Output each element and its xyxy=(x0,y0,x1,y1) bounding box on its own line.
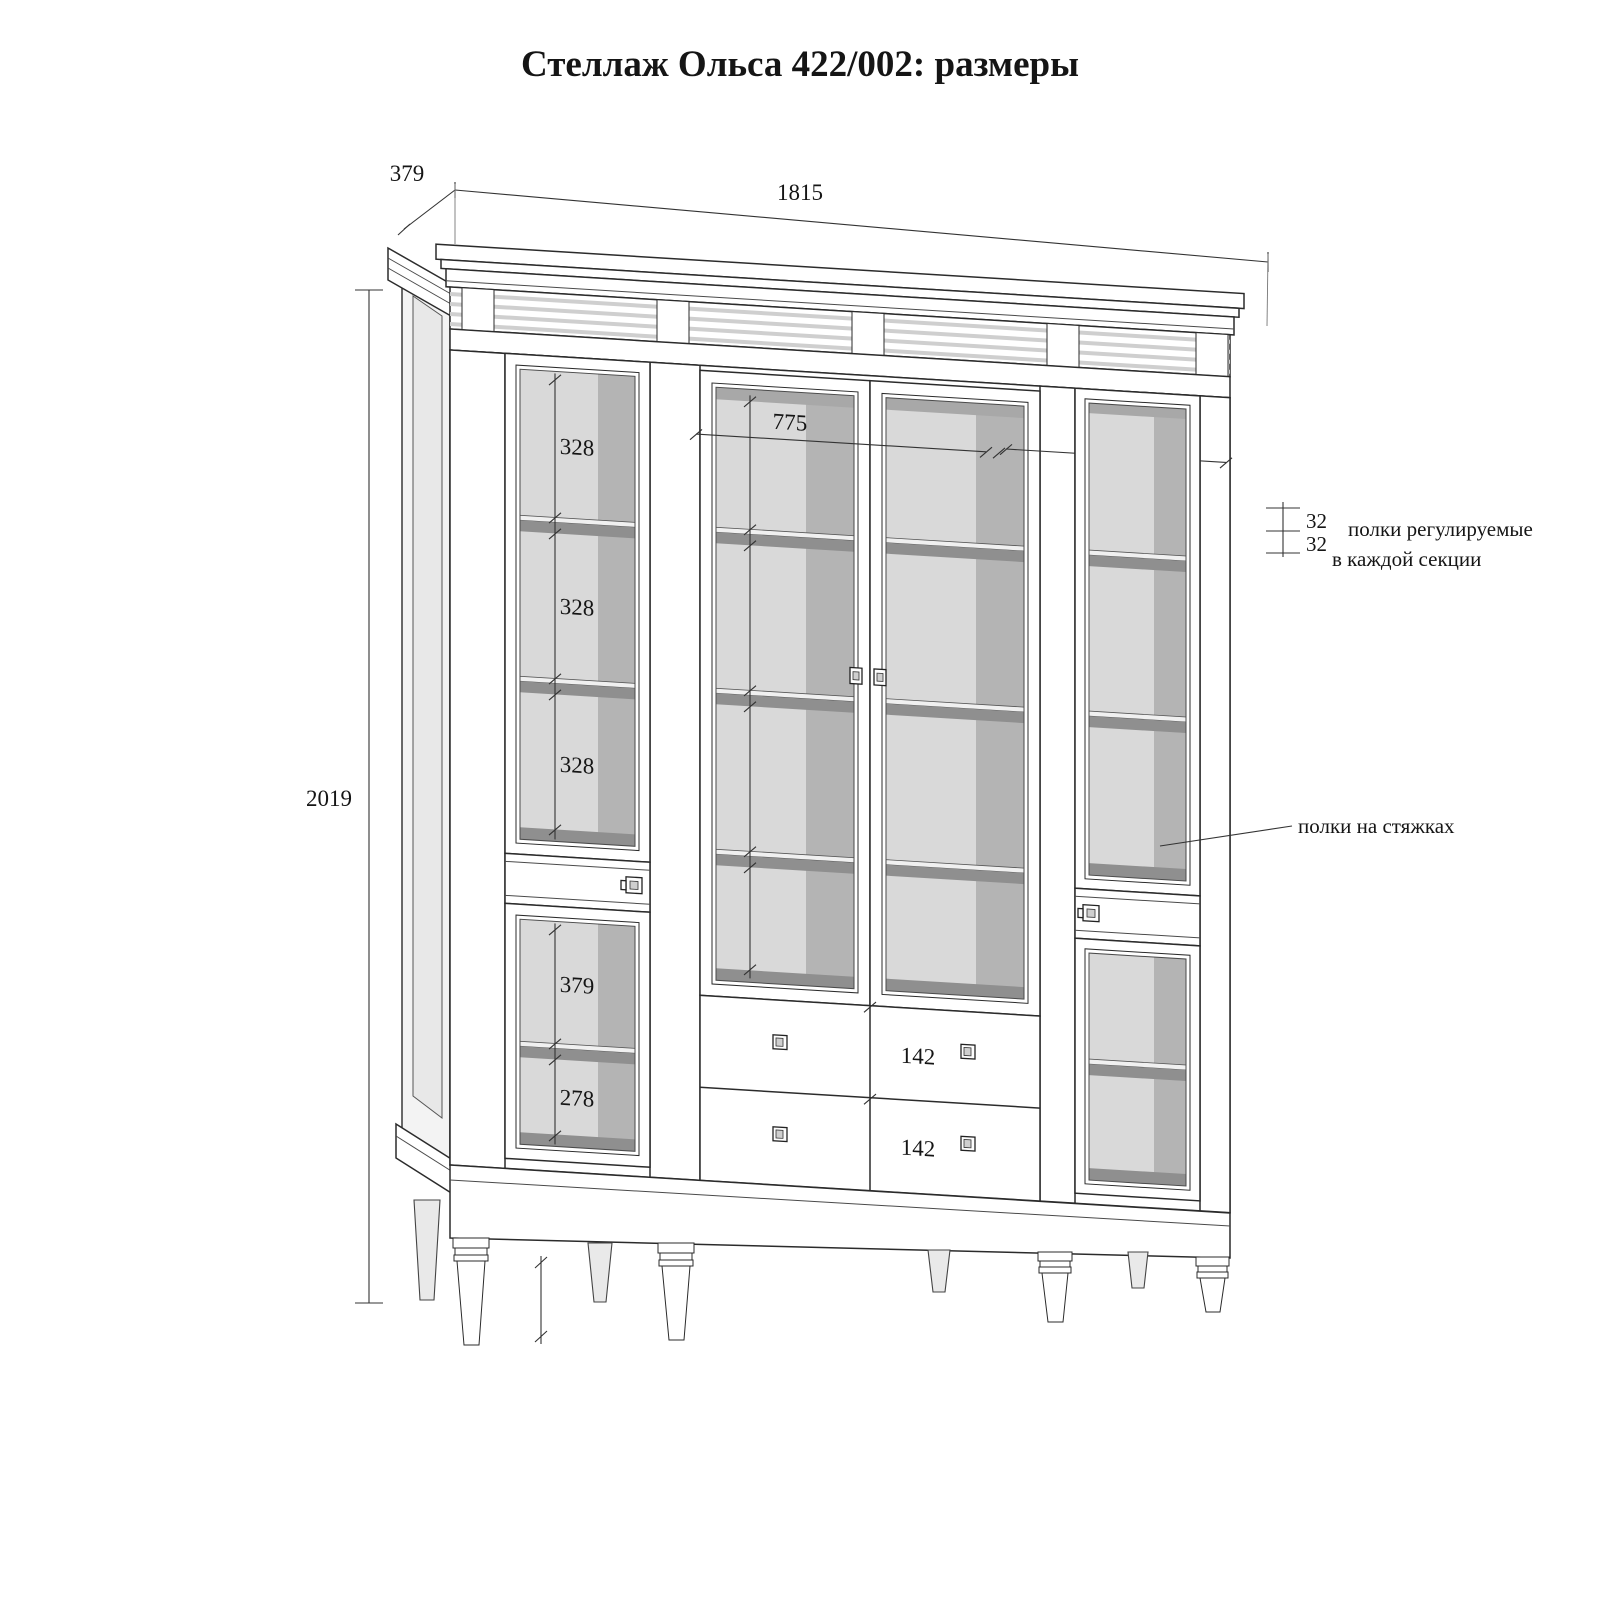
frieze-block xyxy=(1047,324,1079,368)
center-right-glass-door xyxy=(870,381,1040,1016)
compartment-dim-label: 278 xyxy=(559,1083,595,1112)
dim-depth xyxy=(390,161,455,235)
frieze-block xyxy=(1196,333,1228,377)
dim-height-label: 2019 xyxy=(306,786,352,811)
left-lower-glass-door xyxy=(505,903,650,1167)
dim-shelf-step-top-label: 32 xyxy=(1306,509,1327,533)
note-adjustable-shelves-line2: в каждой секции xyxy=(1332,547,1482,571)
dim-shelf-step xyxy=(1266,502,1327,557)
dim-width-label: 1815 xyxy=(777,180,823,205)
back-leg xyxy=(588,1243,612,1302)
drawer-dim-label: 142 xyxy=(900,1041,936,1070)
back-leg xyxy=(414,1200,440,1300)
right-upper-glass-door xyxy=(1075,388,1200,896)
frieze-block xyxy=(657,300,689,344)
center-left-glass-door xyxy=(700,370,870,1005)
compartment-dim-label: 379 xyxy=(559,970,595,999)
right-lower-glass-door xyxy=(1075,938,1200,1201)
front-leg xyxy=(453,1238,489,1345)
dim-center-width-label: 775 xyxy=(772,407,808,436)
note-tie-shelves: полки на стяжках xyxy=(1298,814,1455,838)
front-face xyxy=(436,244,1244,1213)
frieze-block xyxy=(462,288,494,332)
front-leg xyxy=(1196,1257,1229,1312)
page-title: Стеллаж Ольса 422/002: размеры xyxy=(520,44,1080,85)
back-leg xyxy=(928,1250,950,1292)
drawer-knob xyxy=(773,1127,787,1142)
drawer-knob xyxy=(773,1035,787,1050)
stile xyxy=(450,350,505,1168)
side-panel xyxy=(388,248,458,1196)
right-band xyxy=(1075,888,1200,946)
stile xyxy=(1040,386,1075,1203)
door-knob xyxy=(874,669,886,686)
compartment-dim-label: 328 xyxy=(559,432,595,461)
compartment-dim-label: 328 xyxy=(559,592,595,621)
drawer-knob xyxy=(961,1136,975,1151)
left-section xyxy=(505,353,650,1167)
dim-shelf-step-bottom-label: 32 xyxy=(1306,532,1327,556)
drawer-dim-label: 142 xyxy=(900,1133,936,1162)
note-adjustable-shelves-line1: полки регулируемые xyxy=(1348,517,1533,541)
dim-depth-label: 379 xyxy=(389,161,425,186)
back-leg xyxy=(1128,1252,1148,1288)
left-upper-glass-door xyxy=(505,353,650,862)
dim-height xyxy=(306,290,383,1303)
stile xyxy=(1200,396,1230,1213)
front-leg xyxy=(1038,1252,1072,1322)
right-section xyxy=(1075,388,1200,1201)
left-band xyxy=(505,853,650,912)
drawer-zone xyxy=(700,991,1040,1201)
door-knob xyxy=(850,667,862,684)
front-leg xyxy=(658,1243,694,1340)
compartment-dim-label: 328 xyxy=(559,750,595,779)
leg-extension-line xyxy=(535,1256,547,1344)
side-face-panel xyxy=(413,296,442,1118)
drawer-knob xyxy=(961,1044,975,1059)
frieze-block xyxy=(852,312,884,356)
stile xyxy=(650,362,700,1180)
